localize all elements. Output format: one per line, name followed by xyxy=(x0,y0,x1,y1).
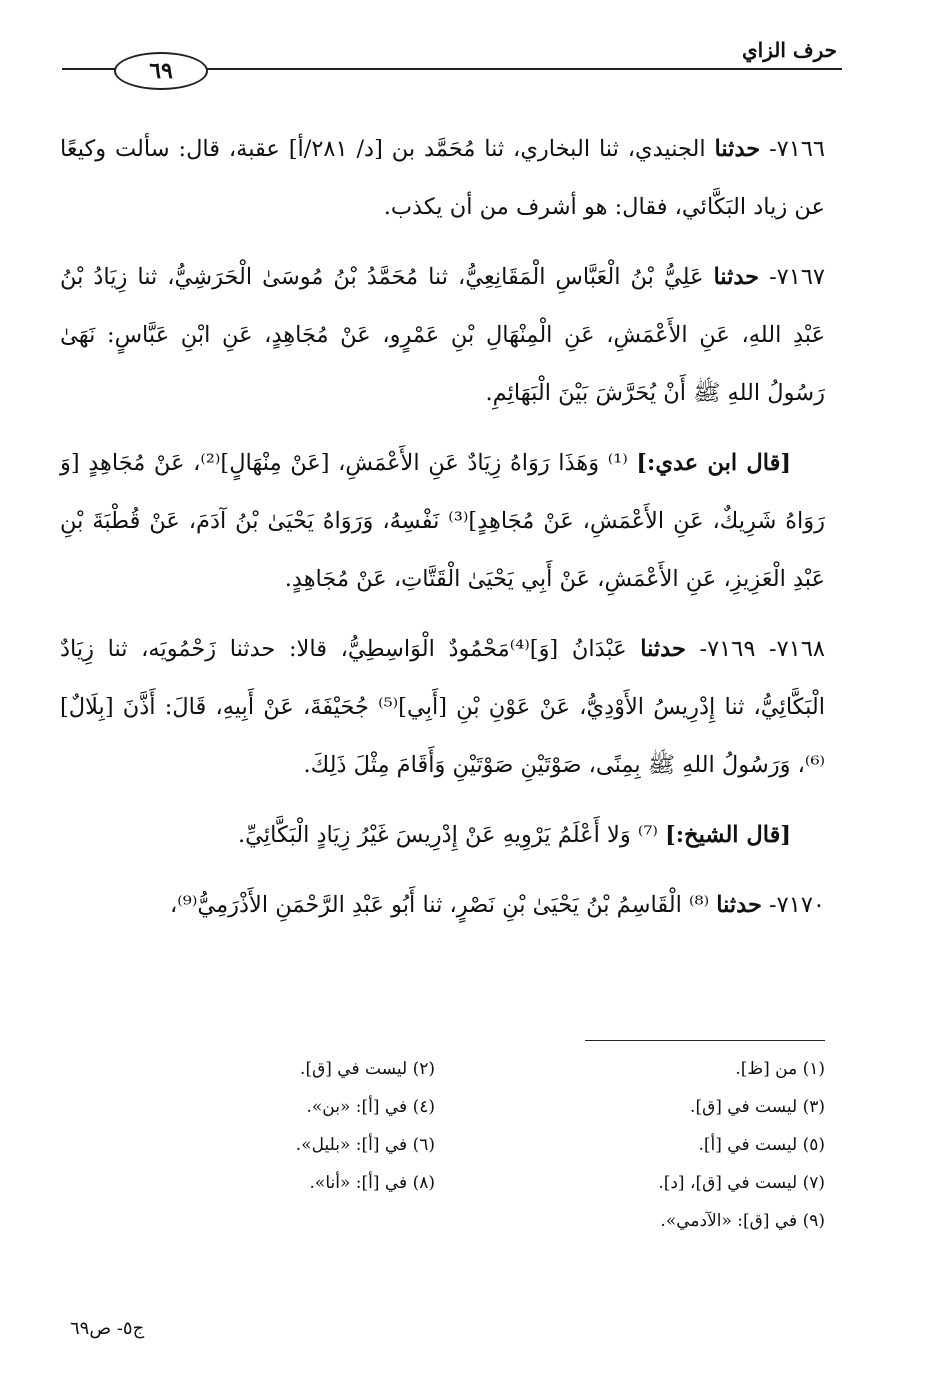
comment-text: ⁽¹⁾ وَهَذَا رَوَاهُ زِيَادٌ عَنِ الأَعْمَشِ، [عَنْ مِنْهَالٍ]⁽²⁾، عَنْ مُجَاهِدٍ [وَ رَوَاهُ شَرِيكٌ، عَنِ الأَعْمَشِ، عَنْ مُجَاهِدٍ]⁽³⁾ نَفْسِهُ، وَرَوَاهُ يَحْيَىٰ بْنُ آدَمَ، عَنْ قُطْبَةَ بْنِ عَبْدِ الْعَزِيزِ، عَنِ الأَعْمَشِ، عَنْ أَبِي يَحْيَىٰ الْقَتَّاتِ، عَنْ مُجَاهِدٍ. xyxy=(60,450,826,592)
comment-lead: [قال الشيخ:] xyxy=(665,822,791,848)
narration-keyword: حدثنا xyxy=(640,636,686,662)
volume-page-label: ج٥- ص٦٩ xyxy=(70,1318,145,1339)
ibn-adi-comment xyxy=(60,434,825,608)
footnote-row xyxy=(105,1088,825,1126)
footnote: (٢) ليست في [ق]. xyxy=(300,1059,435,1079)
footnote: (٤) في [أ]: «بن». xyxy=(306,1097,435,1117)
footnote xyxy=(105,1202,435,1240)
page-number: ٦٩ xyxy=(149,58,173,84)
footnotes xyxy=(105,1050,825,1240)
comment-lead: [قال ابن عدي:] xyxy=(636,450,791,476)
narration-keyword: حدثنا xyxy=(716,892,762,918)
footnote-row xyxy=(105,1050,825,1088)
narration-keyword: حدثنا xyxy=(714,136,761,162)
footnote: (١) من [ظ]. xyxy=(735,1059,825,1079)
hadith-7166 xyxy=(60,120,825,236)
hadith-number: ٧١٦٧- xyxy=(769,264,826,290)
hadith-number: ٧١٦٦- xyxy=(769,136,826,162)
footnote-row xyxy=(105,1164,825,1202)
hadith-text: الجنيدي، ثنا البخاري، ثنا مُحَمَّد بن [د/ ٢٨١/أ] عقبة، قال: سألت وكيعًا عن زياد البَكَّائي، فقال: هو أشرف من أن يكذب. xyxy=(60,136,825,220)
hadith-number: ٧١٧٠- xyxy=(769,892,825,918)
hadith-text: ⁽⁸⁾ الْقَاسِمُ بْنُ يَحْيَىٰ بْنِ نَصْرٍ، ثنا أَبُو عَبْدِ الرَّحْمَنِ الأَذْرَمِيُّ⁽⁹⁾، xyxy=(169,892,710,918)
footnote: (٨) في [أ]: «أنا». xyxy=(309,1173,435,1193)
main-text xyxy=(60,120,825,946)
hadith-text: عَبْدَانُ [وَ]⁽⁴⁾مَحْمُودٌ الْوَاسِطِيُّ، قالا: حدثنا زَحْمُويَه، ثنا زِيَادٌ الْبَكَّائِيُّ، ثنا إِدْرِيسُ الأَوْدِيُّ، عَنْ عَوْنِ بْنِ [أَبِي]⁽⁵⁾ جُحَيْفَةَ، عَنْ أَبِيهِ، قَالَ: أَذَّنَ [بِلَالٌ]⁽⁶⁾، وَرَسُولُ اللهِ ﷺ بِمِنًى، صَوْتَيْنِ صَوْتَيْنِ وَأَقَامَ مِثْلَ ذَلِكَ. xyxy=(60,636,826,778)
footnote-row xyxy=(105,1126,825,1164)
hadith-7170 xyxy=(60,876,825,934)
footnote: (٩) في [ق]: «الآدمي». xyxy=(660,1211,825,1231)
footnote: (٧) ليست في [ق]، [د]. xyxy=(658,1173,825,1193)
hadith-7167 xyxy=(60,248,825,422)
narration-keyword: حدثنا xyxy=(713,264,760,290)
footnote: (٣) ليست في [ق]. xyxy=(690,1097,825,1117)
sheikh-comment xyxy=(60,806,825,864)
footnote: (٦) في [أ]: «بليل». xyxy=(295,1135,435,1155)
page-number-badge xyxy=(114,52,208,90)
hadith-number: ٧١٦٨- ٧١٦٩- xyxy=(699,636,825,662)
chapter-title: حرف الزاي xyxy=(742,38,837,62)
hadith-text: عَلِيُّ بْنُ الْعَبَّاسِ الْمَقَانِعِيُّ، ثنا مُحَمَّدُ بْنُ مُوسَىٰ الْحَرَشِيُّ، ثنا زِيَادُ بْنُ عَبْدِ اللهِ، عَنِ الأَعْمَشِ، عَنِ الْمِنْهَالِ بْنِ عَمْرٍو، عَنْ مُجَاهِدٍ، عَنِ ابْنِ عَبَّاسٍ: نَهَىٰ رَسُولُ اللهِ ﷺ أَنْ يُحَرَّشَ بَيْنَ الْبَهَائِمِ. xyxy=(60,264,825,406)
footnote-rule xyxy=(585,1040,825,1041)
footnote-row xyxy=(105,1202,825,1240)
footnote: (٥) ليست في [أ]. xyxy=(698,1135,825,1155)
hadith-7168-7169 xyxy=(60,620,825,794)
comment-text: ⁽⁷⁾ وَلا أَعْلَمُ يَرْوِيهِ عَنْ إِدْرِيسَ غَيْرُ زِيَادٍ الْبَكَّائِيِّ. xyxy=(238,822,658,848)
